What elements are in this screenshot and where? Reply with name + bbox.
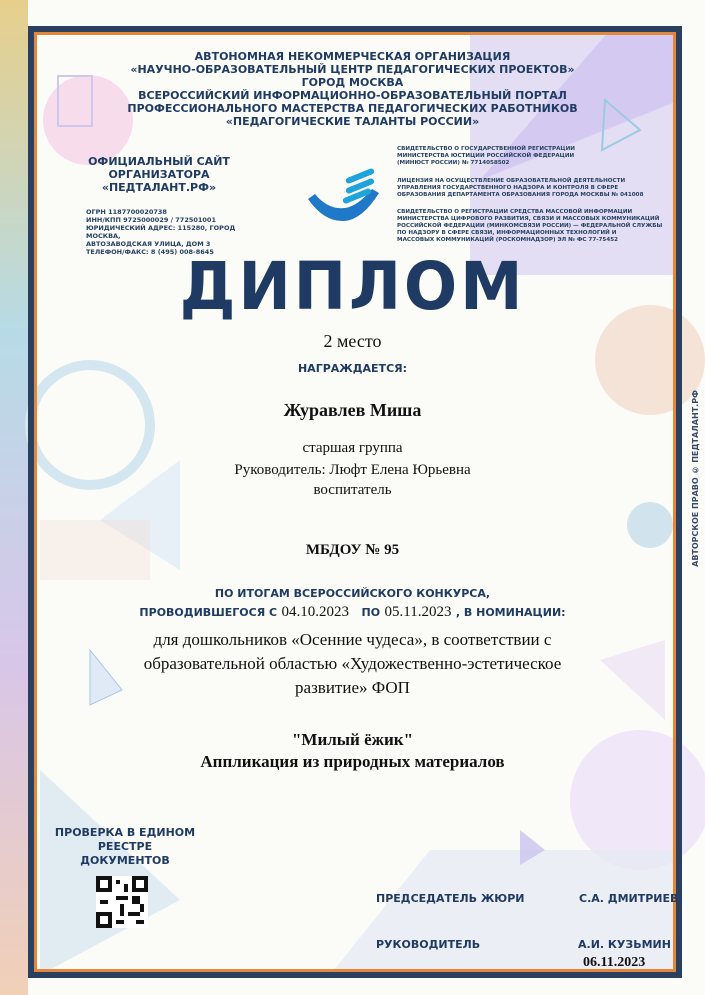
site-line-2: ОРГАНИЗАТОРА: [108, 168, 210, 181]
legal-right-2-line-2: УПРАВЛЕНИЯ ГОСУДАРСТВЕННОГО НАДЗОРА И КОНТРОЛЯ В СФЕРЕ: [397, 185, 619, 192]
verify-line-2: РЕЕСТРЕ ДОКУМЕНТОВ: [80, 840, 170, 867]
hand-logo-icon: [300, 165, 385, 230]
legal-right-3-line-2: МИНИСТЕРСТВА ЦИФРОВОГО РАЗВИТИЯ, СВЯЗИ И МАССОВЫХ КОММУНИКАЦИЙ: [397, 215, 660, 222]
contest-prefix: ПРОВОДИВШЕГОСЯ С: [139, 606, 278, 619]
legal-right-block-2: [397, 178, 677, 199]
legal-right-2-line-1: ЛИЦЕНЗИЯ НА ОСУЩЕСТВЛЕНИЕ ОБРАЗОВАТЕЛЬНОЙ ДЕЯТЕЛЬНОСТИ: [397, 178, 626, 185]
work-title: "Милый ёжик": [291, 730, 414, 749]
org-header: [0, 50, 705, 128]
contest-suffix: , В НОМИНАЦИИ:: [455, 606, 566, 619]
site-line-3: «ПЕДТАЛАНТ.РФ»: [101, 181, 217, 194]
nomination-line-2: образовательной областью «Художественно-эстетическое: [143, 654, 562, 673]
org-line-5: ПРОФЕССИОНАЛЬНОГО МАСТЕРСТВА ПЕДАГОГИЧЕСКИХ РАБОТНИКОВ: [127, 102, 578, 115]
legal-left-line-3: ЮРИДИЧЕСКИЙ АДРЕС: 115280, ГОРОД МОСКВА,: [86, 224, 236, 240]
institution-text: МБДОУ № 95: [305, 542, 400, 558]
org-line-2: «НАУЧНО-ОБРАЗОВАТЕЛЬНЫЙ ЦЕНТР ПЕДАГОГИЧЕСКИХ ПРОЕКТОВ»: [130, 63, 575, 76]
leader-text: Руководитель: Люфт Елена Юрьевна: [234, 462, 471, 478]
legal-info-right: [397, 146, 677, 244]
nomination-line-1: для дошкольников «Осенние чудеса», в соответствии с: [153, 630, 552, 649]
work-description: Аппликация из природных материалов: [200, 752, 505, 771]
date-to: 05.11.2023: [384, 604, 452, 620]
verify-line-1: ПРОВЕРКА В ЕДИНОМ: [54, 826, 196, 839]
legal-right-1-line-2: МИНИСТЕРСТВА ЮСТИЦИИ РОССИЙСКОЙ ФЕДЕРАЦИИ: [397, 153, 575, 160]
legal-left-line-5: ТЕЛЕФОН/ФАКС: 8 (495) 008-8645: [86, 248, 214, 256]
legal-right-3-line-1: СВИДЕТЕЛЬСТВО О РЕГИСТРАЦИИ СРЕДСТВА МАССОВОЙ ИНФОРМАЦИИ: [397, 208, 633, 215]
jury-chair-name: С.А. ДМИТРИЕВ: [579, 892, 679, 905]
org-line-6: «ПЕДАГОГИЧЕСКИЕ ТАЛАНТЫ РОССИИ»: [225, 115, 480, 128]
contest-middle: ПО: [361, 606, 381, 619]
position-text: воспитатель: [313, 482, 392, 498]
org-line-4: ВСЕРОССИЙСКИЙ ИНФОРМАЦИОННО-ОБРАЗОВАТЕЛЬНЫЙ ПОРТАЛ: [138, 89, 567, 102]
legal-right-1-line-1: СВИДЕТЕЛЬСТВО О ГОСУДАРСТВЕННОЙ РЕГИСТРАЦИИ: [397, 146, 575, 152]
group-text: старшая группа: [302, 440, 403, 456]
legal-left-line-4: АВТОЗАВОДСКАЯ УЛИЦА, ДОМ 3: [86, 240, 211, 248]
org-line-1: АВТОНОМНАЯ НЕКОММЕРЧЕСКАЯ ОРГАНИЗАЦИЯ: [194, 50, 511, 63]
legal-right-block-3: [397, 209, 677, 244]
official-site-block: [74, 155, 244, 194]
awarded-label: НАГРАЖДАЕТСЯ:: [297, 362, 408, 375]
nomination-line-3: развитие» ФОП: [295, 678, 410, 697]
qr-code-icon[interactable]: [96, 876, 148, 928]
date-from: 04.10.2023: [281, 604, 350, 620]
diploma-title: ДИПЛОМ: [179, 248, 526, 325]
legal-right-3-line-4: ПО НАДЗОРУ В СФЕРЕ СВЯЗИ, ИНФОРМАЦИОННЫХ ТЕХНОЛОГИЙ И: [397, 229, 617, 236]
legal-right-3-line-5: МАССОВЫХ КОММУНИКАЦИЙ (РОСКОМНАДЗОР) ЭЛ № ФС 77-75452: [397, 236, 618, 243]
site-line-1: ОФИЦИАЛЬНЫЙ САЙТ: [88, 155, 230, 168]
head-name: А.И. КУЗЬМИН: [578, 938, 671, 951]
registry-verification: [54, 826, 196, 868]
legal-right-1-line-3: (МИНЮСТ РОССИИ) № 7714058502: [397, 160, 510, 167]
org-line-3: ГОРОД МОСКВА: [301, 76, 404, 89]
legal-right-block-1: [397, 146, 677, 167]
contest-line-1: ПО ИТОГАМ ВСЕРОССИЙСКОГО КОНКУРСА,: [214, 587, 491, 600]
legal-left-line-1: ОГРН 1187700020738: [86, 208, 167, 216]
legal-right-3-line-3: РОССИЙСКОЙ ФЕДЕРАЦИИ (МИНКОМСВЯЗИ РОССИИ) — ФЕДЕРАЛЬНОЙ СЛУЖБЫ: [397, 222, 663, 229]
head-label: РУКОВОДИТЕЛЬ: [376, 938, 481, 951]
issue-date: 06.11.2023: [583, 955, 646, 970]
contest-dates-line: [0, 603, 705, 621]
copyright-note: АВТОРСКОЕ ПРАВО © ПЕДТАЛАНТ.РФ: [691, 390, 700, 567]
legal-right-2-line-3: ОБРАЗОВАНИЯ ДЕПАРТАМЕНТА ОБРАЗОВАНИЯ ГОРОДА МОСКВЫ № 041008: [397, 192, 644, 199]
place-text: 2 место: [323, 331, 382, 351]
jury-chair-label: ПРЕДСЕДАТЕЛЬ ЖЮРИ: [376, 892, 525, 905]
recipient-name: Журавлев Миша: [283, 400, 422, 420]
legal-left-line-2: ИНН/КПП 9725000029 / 772501001: [86, 216, 216, 224]
